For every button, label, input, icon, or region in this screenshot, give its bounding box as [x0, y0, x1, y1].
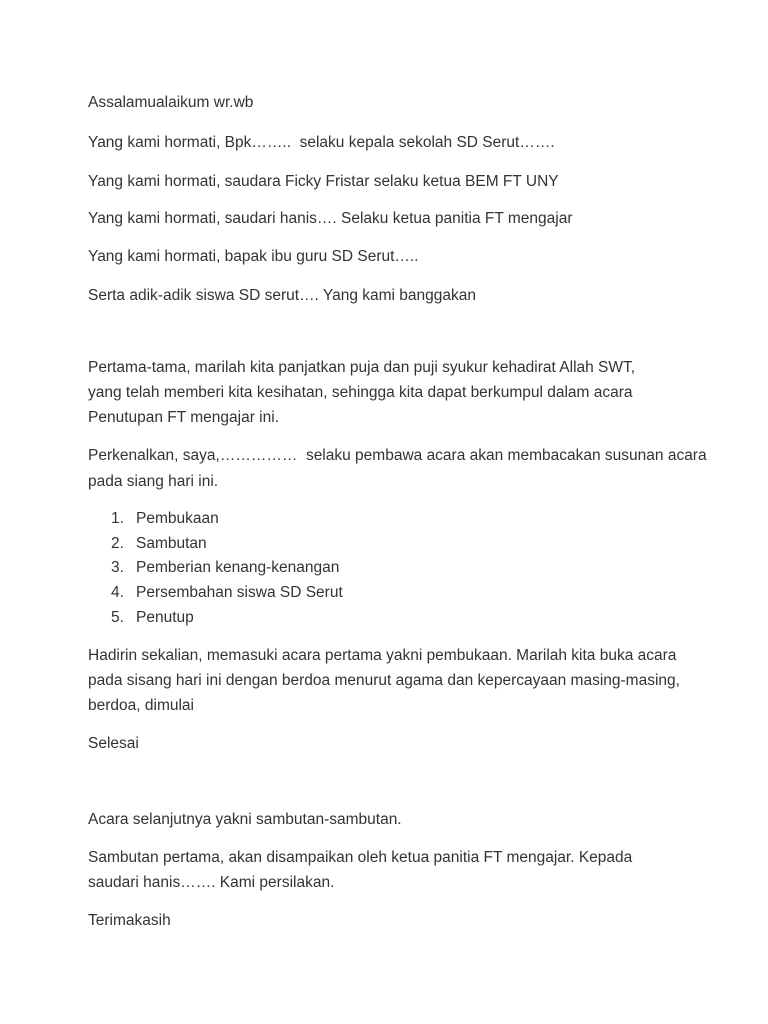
greeting-line: Yang kami hormati, Bpk…….. selaku kepala sekolah SD Serut……. — [88, 134, 555, 151]
agenda-item: Pemberian kenang-kenangan — [136, 559, 340, 576]
agenda-number: 5. — [111, 609, 124, 626]
opening-paragraph-line: Penutupan FT mengajar ini. — [88, 409, 279, 426]
greeting-line: Serta adik-adik siswa SD serut…. Yang kami banggakan — [88, 287, 476, 304]
agenda-item: Sambutan — [136, 535, 207, 552]
prayer-paragraph-line: pada sisang hari ini dengan berdoa menurut agama dan kepercayaan masing-masing, — [88, 672, 680, 689]
intro-paragraph-line: Perkenalkan, saya,…………… selaku pembawa acara akan membacakan susunan acara — [88, 447, 707, 464]
intro-paragraph-line: pada siang hari ini. — [88, 473, 219, 490]
agenda-item: Penutup — [136, 609, 194, 626]
next-agenda-text: Acara selanjutnya yakni sambutan-sambutan. — [88, 811, 402, 828]
agenda-item: Pembukaan — [136, 510, 219, 527]
agenda-number: 1. — [111, 510, 124, 527]
prayer-paragraph-line: Hadirin sekalian, memasuki acara pertama yakni pembukaan. Marilah kita buka acara — [88, 647, 677, 664]
greeting-line: Assalamualaikum wr.wb — [88, 94, 254, 111]
agenda-item: Persembahan siswa SD Serut — [136, 584, 343, 601]
greeting-line: Yang kami hormati, saudari hanis…. Selaku ketua panitia FT mengajar — [88, 210, 573, 227]
greeting-line: Yang kami hormati, saudara Ficky Fristar selaku ketua BEM FT UNY — [88, 173, 559, 190]
prayer-paragraph-line: berdoa, dimulai — [88, 697, 194, 714]
thanks-text: Terimakasih — [88, 912, 171, 929]
greeting-line: Yang kami hormati, bapak ibu guru SD Serut….. — [88, 248, 419, 265]
speech-paragraph-line: Sambutan pertama, akan disampaikan oleh ketua panitia FT mengajar. Kepada — [88, 849, 633, 866]
agenda-number: 2. — [111, 535, 124, 552]
agenda-number: 3. — [111, 559, 124, 576]
opening-paragraph-line: yang telah memberi kita kesihatan, sehingga kita dapat berkumpul dalam acara — [88, 384, 633, 401]
opening-paragraph-line: Pertama-tama, marilah kita panjatkan puja dan puji syukur kehadirat Allah SWT, — [88, 359, 636, 376]
speech-paragraph-line: saudari hanis……. Kami persilakan. — [88, 874, 335, 891]
agenda-number: 4. — [111, 584, 124, 601]
done-text: Selesai — [88, 735, 139, 752]
